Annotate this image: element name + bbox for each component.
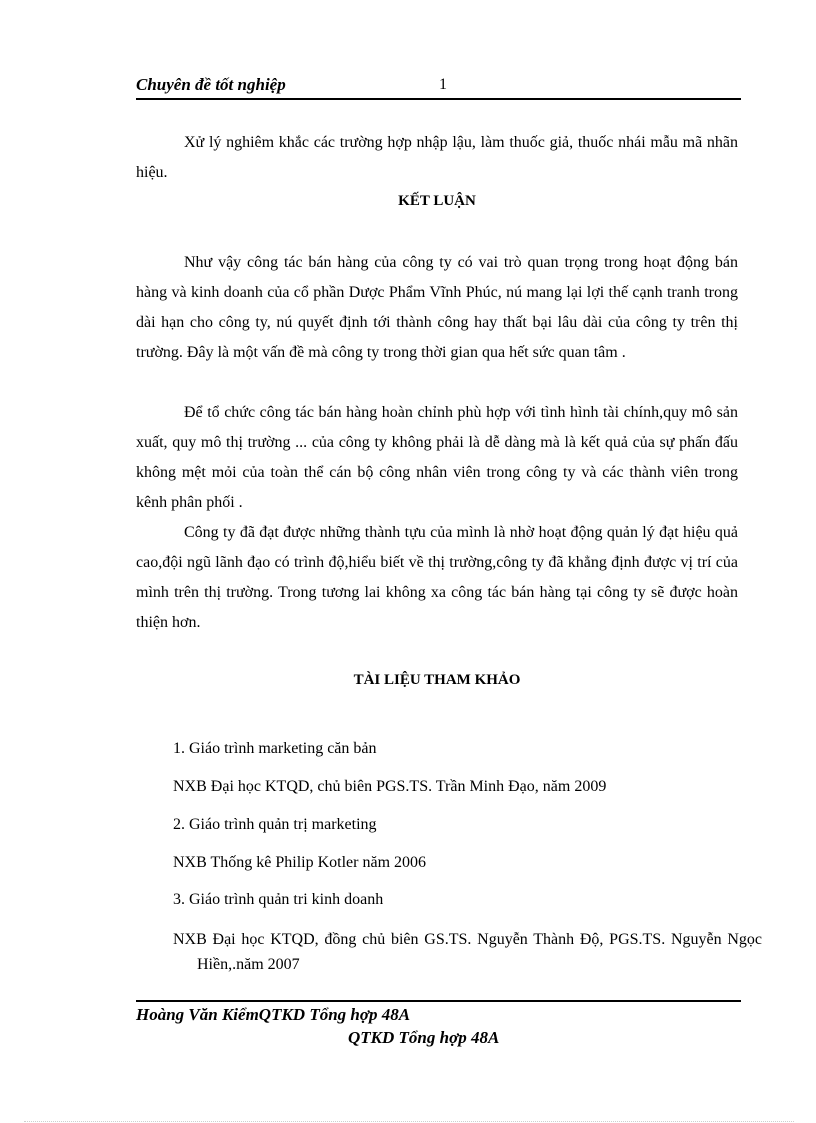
footer-author-line: Hoàng Văn KiểmQTKD Tổng hợp 48A [136, 1005, 411, 1024]
reference-item-2-publisher: NXB Thống kê Philip Kotler năm 2006 [173, 854, 427, 871]
reference-item-2-title: 2. Giáo trình quản trị marketing [173, 816, 377, 833]
reference-item-3-title: 3. Giáo trình quản tri kinh doanh [173, 891, 384, 908]
reference-item-1-title: 1. Giáo trình marketing căn bản [173, 740, 377, 757]
footer-class-line: QTKD Tổng hợp 48A [348, 1028, 500, 1047]
conclusion-paragraph-1: Như vậy công tác bán hàng của công ty có vai trò quan trọng trong hoạt động bán hàng và kinh doanh của cổ phần Dược Phẩm Vĩnh Phúc, nú mang lại lợi thế cạnh tranh trong dài hạn cho công ty, nú quyết định tới thành công hay thất bại lâu dài của công ty trên thị trường. Đây là một vấn đề mà công ty trong thời gian qua hết sức quan tâm . [136, 254, 738, 361]
header-title: Chuyên đề tốt nghiệp [136, 75, 286, 94]
footer-rule [136, 1000, 741, 1002]
reference-item-1-publisher: NXB Đại học KTQD, chủ biên PGS.TS. Trần Minh Đạo, năm 2009 [173, 778, 607, 795]
header-rule [136, 98, 741, 100]
conclusion-paragraph-2: Để tổ chức công tác bán hàng hoàn chỉnh phù hợp với tình hình tài chính,quy mô sản xuất, quy mô thị trường ... của công ty không phải là dễ dàng mà là kết quả của sự phấn đấu không mệt mỏi của toàn thể cán bộ công nhân viên trong công ty và các thành viên trong kênh phân phối . [136, 404, 738, 511]
conclusion-heading: KẾT LUẬN [398, 193, 476, 209]
intro-paragraph: Xử lý nghiêm khắc các trường hợp nhập lậu, làm thuốc giả, thuốc nhái mẫu mã nhãn hiệu. [136, 134, 738, 181]
page-bottom-divider [24, 1121, 794, 1122]
references-heading: TÀI LIỆU THAM KHẢO [353, 672, 521, 688]
conclusion-paragraph-3: Công ty đã đạt được những thành tựu của mình là nhờ hoạt động quản lý đạt hiệu quả cao,đội ngũ lãnh đạo có trình độ,hiểu biết về thị trường,công ty đã khẳng định được vị trí của mình trên thị trường. Trong tương lai không xa công tác bán hàng tại công ty sẽ được hoàn thiện hơn. [136, 524, 738, 631]
reference-item-3-publisher: NXB Đại học KTQD, đồng chủ biên GS.TS. Nguyễn Thành Độ, PGS.TS. Nguyễn Ngọc Hiền,.năm 2007 [173, 931, 762, 973]
page-number: 1 [439, 76, 447, 93]
